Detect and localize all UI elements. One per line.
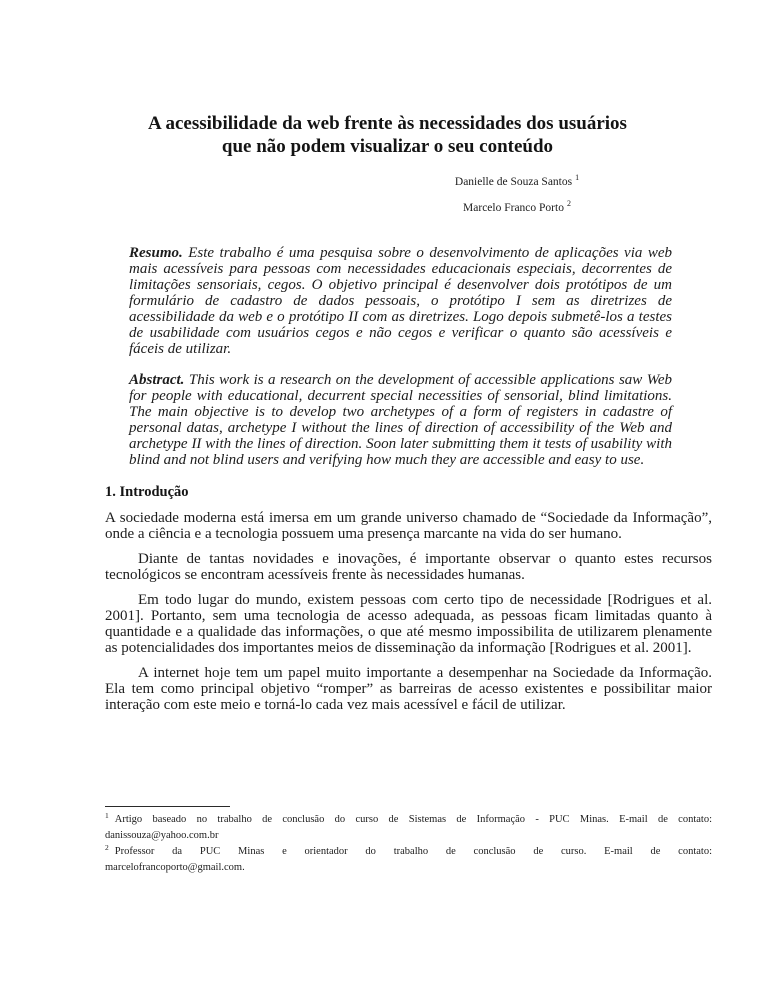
abstract-text: This work is a research on the development of accessible applications saw Web for people with educational, decurrent special necessities of sensorial, blind limitations. The main objective is to develop two archetypes of a form of registers in cadastre of personal datas, archetype I without the lines of direction of accessibility of the Web and archetype II with the lines of direction. Soon later submitting them it tests of usability with blind and not blind users and verifying how much they are accessible and easy to use. — [129, 372, 672, 468]
footnote-1 — [105, 812, 712, 844]
page-title-line-1: A acessibilidade da web frente às necessidades dos usuários — [148, 113, 627, 134]
footnote-separator-rule — [105, 806, 230, 807]
author-2 — [397, 201, 637, 216]
footnote-1-text — [105, 812, 712, 828]
page-title — [105, 112, 670, 158]
footnote-1-body: Artigo baseado no trabalho de conclusão do curso de Sistemas de Informação - PUC Minas. E-mail de contato: — [114, 814, 712, 825]
resumo-block — [129, 245, 672, 357]
footnote-2-email: marcelofrancoporto@gmail.com. — [105, 862, 245, 873]
footnote-2-marker: 2 — [105, 842, 109, 852]
intro-paragraph-3: Em todo lugar do mundo, existem pessoas com certo tipo de necessidade [Rodrigues et al. 2001]. Portanto, sem uma tecnologia de acesso adequada, as pessoas ficam limitadas quanto à quantidade e a qualidade das informações, o que até mesmo impossibilita de utilizarem plenamente as potencialidades dos importantes meios de disseminação da informação [Rodrigues et al. 2001]. — [105, 592, 712, 656]
page-content — [105, 0, 712, 713]
footnote-2-body: Professor da PUC Minas e orientador do trabalho de conclusão de curso. E-mail de contato: — [114, 846, 712, 857]
intro-paragraph-2: Diante de tantas novidades e inovações, é importante observar o quanto estes recursos tecnológicos se encontram acessíveis frente às necessidades humanas. — [105, 551, 712, 583]
footnote-2 — [105, 844, 712, 876]
author-1-name: Danielle de Souza Santos — [454, 176, 573, 188]
intro-paragraph-4: A internet hoje tem um papel muito importante a desempenhar na Sociedade da Informação. Ela tem como principal objetivo “romper” as barreiras de acesso existentes e possibilitar maior interação com este meio e torná-lo cada vez mais acessível e fácil de utilizar. — [105, 665, 712, 713]
abstract-label: Abstract. — [129, 372, 185, 388]
footnote-2-text — [105, 844, 712, 860]
footnote-area — [105, 806, 712, 876]
authors-block — [397, 175, 637, 216]
resumo-text: Este trabalho é uma pesquisa sobre o desenvolvimento de aplicações via web mais acessíveis para pessoas com necessidades educacionais especiais, decorrentes de limitações sensoriais, cegos. O objetivo principal é desenvolver dois protótipos de um formulário de cadastro de dados pessoais, o protótipo I sem as diretrizes de acessibilidade da web e o protótipo II com as diretrizes. Logo depois submetê-los a testes de usabilidade com usuários cegos e não cegos e verificar o quanto são acessíveis e fáceis de utilizar. — [129, 245, 673, 357]
footnote-1-marker: 1 — [105, 810, 109, 820]
resumo-label: Resumo. — [129, 245, 183, 261]
footnote-1-email: danissouza@yahoo.com.br — [105, 830, 219, 841]
author-1 — [397, 175, 637, 190]
author-2-name: Marcelo Franco Porto — [463, 202, 564, 214]
abstract-block — [129, 372, 672, 468]
page-title-line-2: que não podem visualizar o seu conteúdo — [221, 136, 554, 157]
intro-paragraph-1: A sociedade moderna está imersa em um grande universo chamado de “Sociedade da Informação”, onde a ciência e a tecnologia possuem uma presença marcante na vida do ser humano. — [105, 510, 712, 542]
author-1-footnote-marker: 1 — [575, 173, 580, 183]
author-2-footnote-marker: 2 — [566, 199, 571, 209]
section-1-heading: 1. Introdução — [105, 484, 189, 500]
